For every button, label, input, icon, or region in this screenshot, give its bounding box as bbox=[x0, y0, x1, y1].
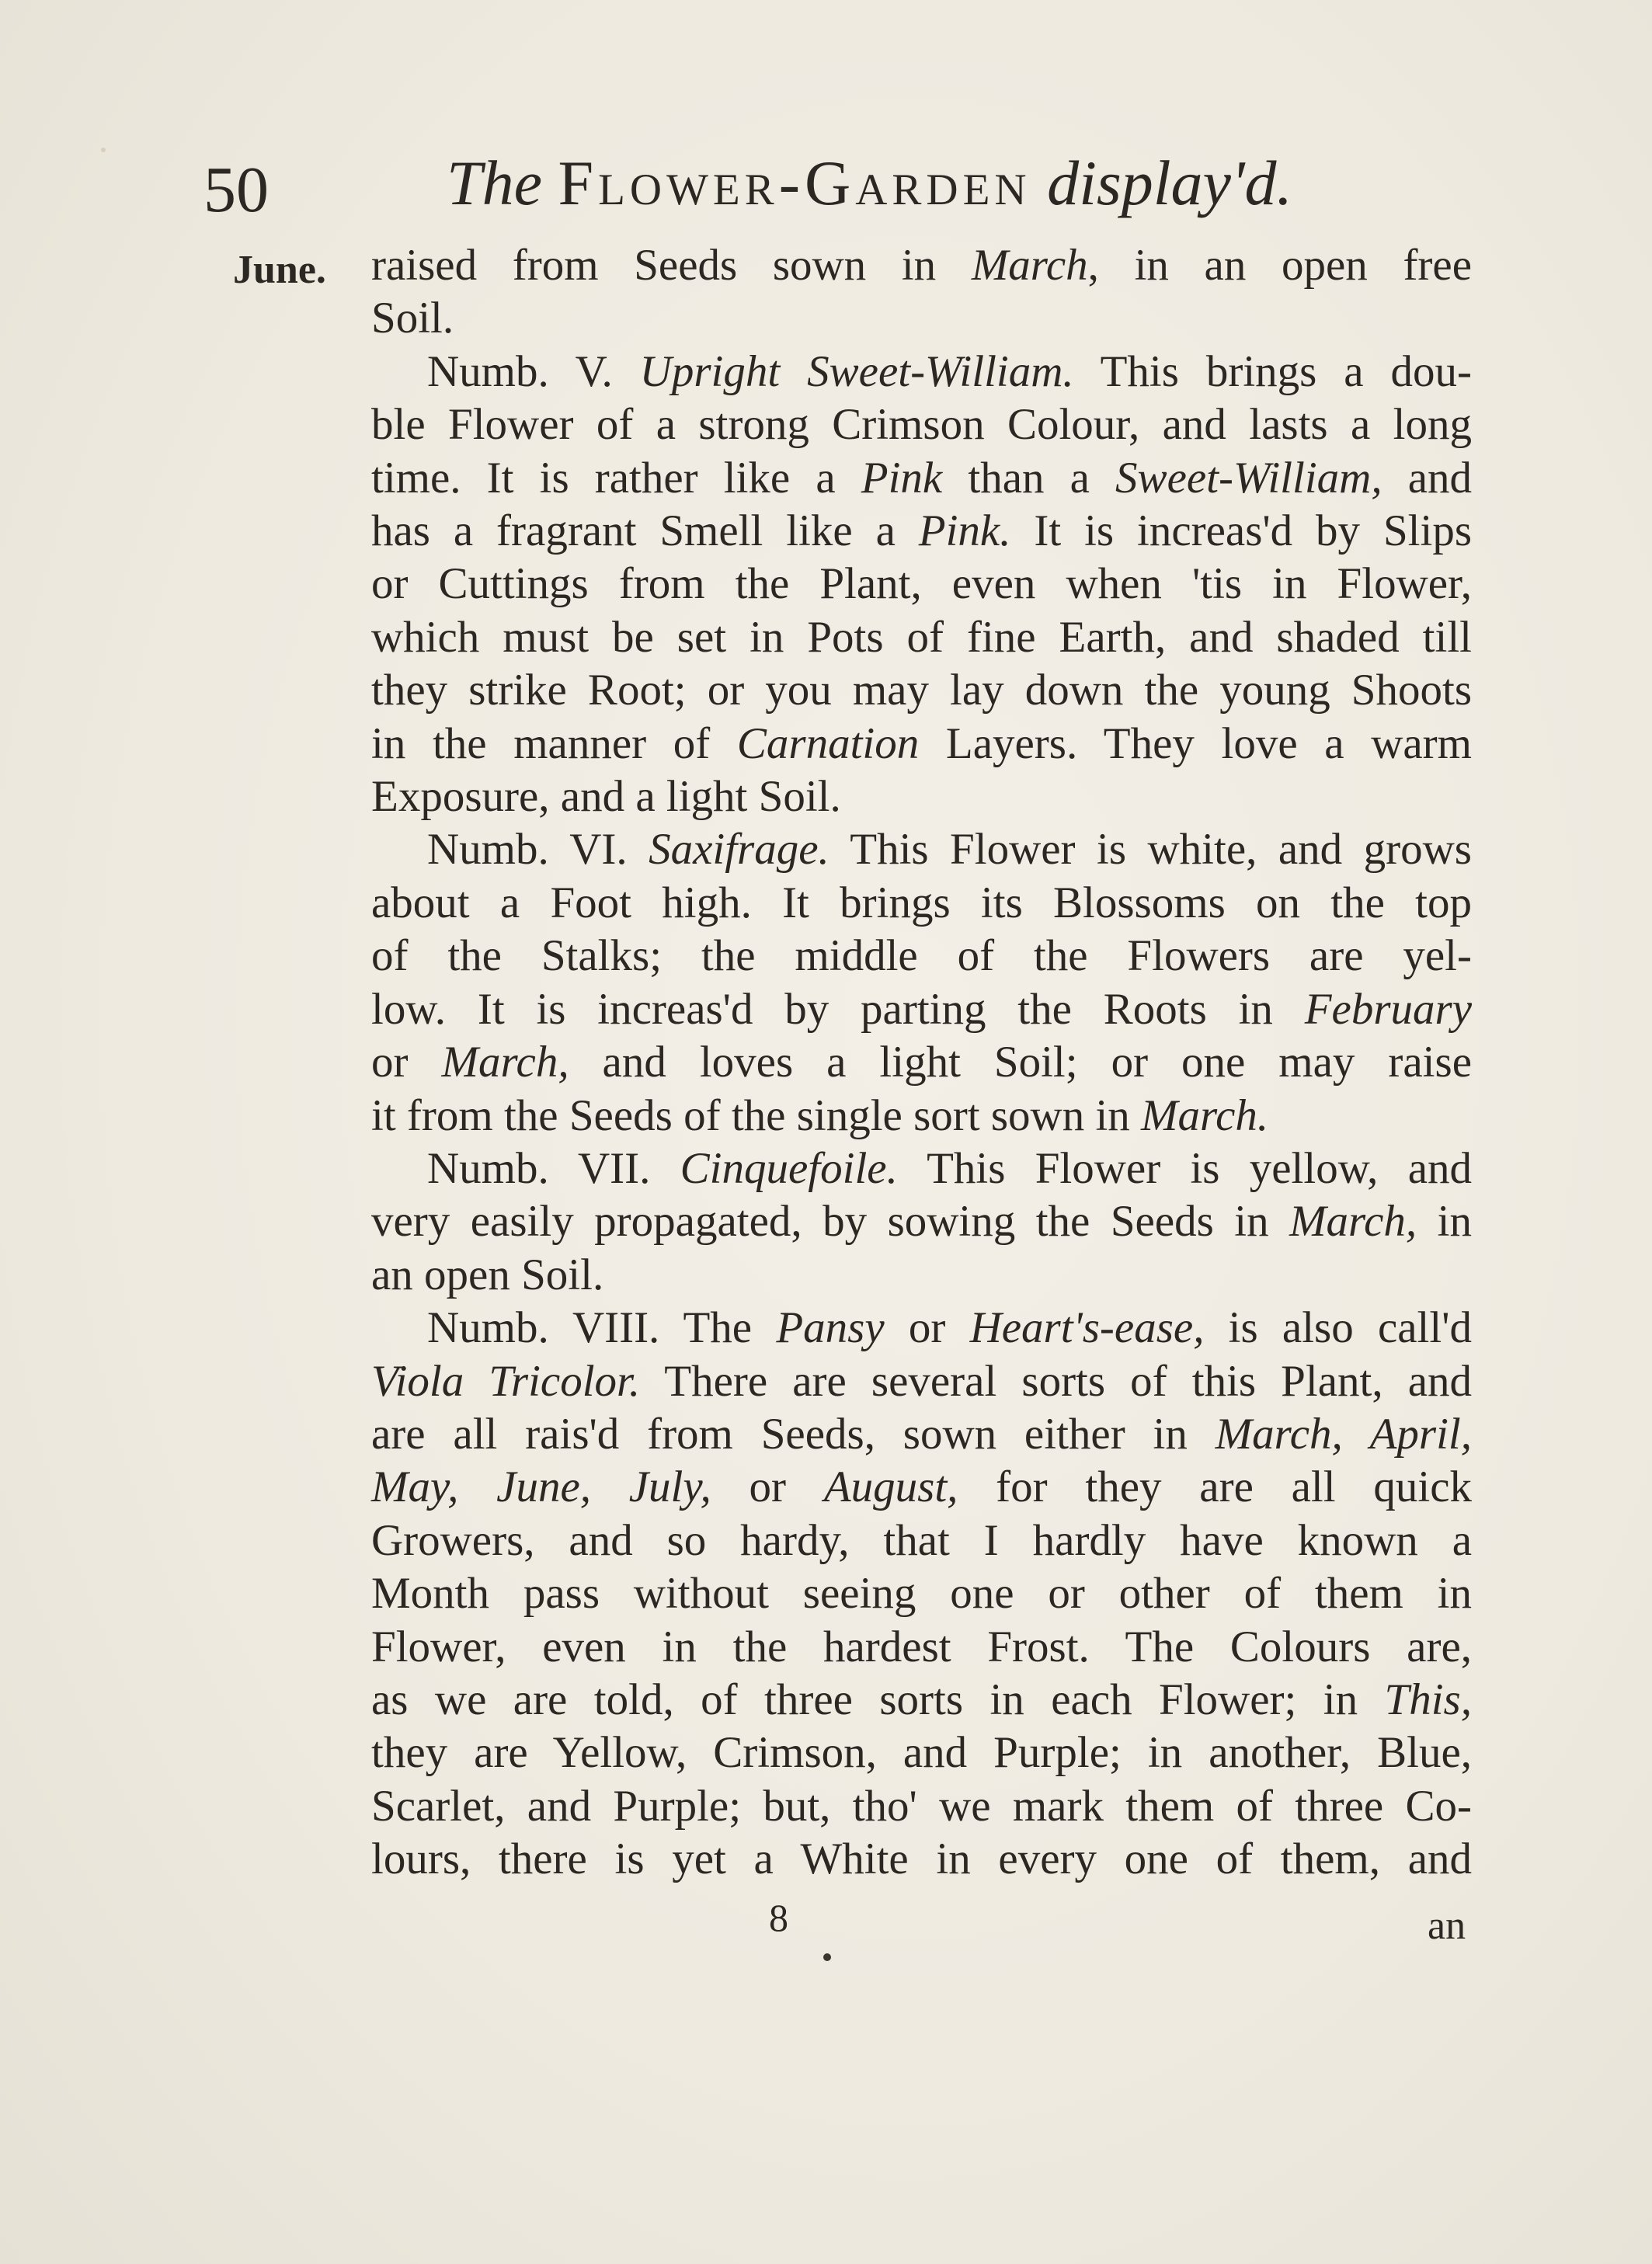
title-main: Flower-Garden bbox=[558, 148, 1031, 218]
text-line bbox=[371, 1833, 1472, 1886]
running-title bbox=[447, 148, 1292, 218]
title-the: The bbox=[447, 148, 542, 218]
text-run: Flower, even in the hardest Frost. The Colours are, bbox=[371, 1622, 1472, 1671]
page-header bbox=[0, 148, 1652, 237]
text-line bbox=[371, 1567, 1472, 1620]
text-line bbox=[371, 1674, 1472, 1727]
text-run: Growers, and so hardy, that I hardly have known a bbox=[371, 1515, 1472, 1565]
italic-term: August, bbox=[823, 1462, 958, 1512]
italic-term: March, bbox=[1289, 1197, 1417, 1247]
text-run: This Flower is white, and grows bbox=[829, 825, 1472, 875]
text-run: about a Foot high. It brings its Blossoms on the top bbox=[371, 878, 1472, 927]
title-end: display'd. bbox=[1047, 148, 1292, 218]
text-line bbox=[371, 239, 1472, 292]
text-line bbox=[371, 1621, 1472, 1674]
text-line bbox=[371, 718, 1472, 770]
text-line bbox=[371, 770, 1472, 823]
text-run: than a bbox=[942, 453, 1116, 503]
text-run: , in an open free bbox=[1087, 241, 1473, 290]
text-run: or bbox=[711, 1462, 824, 1512]
text-run: are all rais'd from Seeds, sown either in bbox=[371, 1409, 1216, 1459]
italic-term: March. bbox=[1141, 1090, 1269, 1140]
text-run: they are Yellow, Crimson, and Purple; in another, Blue, bbox=[371, 1728, 1472, 1778]
text-line bbox=[371, 346, 1472, 398]
text-line bbox=[371, 1461, 1472, 1514]
ink-smudge bbox=[823, 1953, 831, 1961]
body-text bbox=[371, 239, 1472, 1887]
text-run: or bbox=[371, 1038, 442, 1087]
text-run: ble Flower of a strong Crimson Colour, and lasts a long bbox=[371, 400, 1472, 450]
text-run: or bbox=[884, 1303, 970, 1353]
text-line bbox=[371, 1249, 1472, 1302]
page-number: 50 bbox=[203, 154, 269, 226]
text-run: of the Stalks; the middle of the Flowers are yel- bbox=[371, 931, 1472, 981]
italic-term: Cinquefoile. bbox=[680, 1143, 898, 1193]
text-line bbox=[371, 930, 1472, 982]
text-run: low. It is increas'd by parting the Roots in bbox=[371, 984, 1305, 1034]
text-run: raised from Seeds sown in bbox=[371, 241, 972, 290]
italic-term: This, bbox=[1384, 1675, 1472, 1724]
text-run: lours, there is yet a White in every one of them, and bbox=[371, 1835, 1472, 1884]
margin-note-month: June. bbox=[233, 248, 326, 292]
text-line bbox=[371, 1727, 1472, 1779]
italic-term: March, April, bbox=[1215, 1409, 1472, 1459]
text-run: Numb. V. bbox=[427, 346, 640, 396]
text-line bbox=[371, 877, 1472, 930]
text-run: time. It is rather like a bbox=[371, 453, 861, 503]
text-run: it from the Seeds of the single sort sown in bbox=[371, 1090, 1142, 1140]
catchword: an bbox=[1428, 1904, 1466, 1948]
text-run: Numb. VIII. The bbox=[427, 1303, 777, 1353]
italic-term: Sweet-William, bbox=[1115, 453, 1382, 503]
text-line bbox=[371, 1195, 1472, 1248]
text-run: Month pass without seeing one or other of them in bbox=[371, 1569, 1472, 1619]
text-run: which must be set in Pots of fine Earth, and shaded till bbox=[371, 612, 1472, 662]
text-run: Numb. VI. bbox=[427, 825, 649, 875]
text-line bbox=[371, 1515, 1472, 1567]
signature-mark: 8 bbox=[769, 1896, 788, 1939]
text-run: Exposure, and a light Soil. bbox=[371, 772, 841, 822]
text-line bbox=[371, 823, 1472, 876]
text-line bbox=[371, 664, 1472, 717]
text-run: Soil. bbox=[371, 294, 454, 343]
italic-term: Pansy bbox=[776, 1303, 885, 1353]
text-run: There are several sorts of this Plant, and bbox=[640, 1356, 1472, 1406]
text-run: in the manner of bbox=[371, 718, 737, 768]
text-line bbox=[371, 292, 1472, 345]
text-line bbox=[371, 983, 1472, 1036]
italic-term: March bbox=[971, 241, 1088, 290]
text-run: or Cuttings from the Plant, even when 'tis in Flower, bbox=[371, 559, 1472, 609]
text-run: for they are all quick bbox=[958, 1462, 1472, 1512]
text-line bbox=[371, 1090, 1472, 1142]
text-line bbox=[371, 558, 1472, 610]
text-line bbox=[371, 505, 1472, 558]
text-run: This brings a dou- bbox=[1073, 346, 1473, 396]
text-line bbox=[371, 1302, 1472, 1355]
italic-term: Viola Tricolor. bbox=[371, 1356, 641, 1406]
text-line bbox=[371, 1355, 1472, 1408]
text-run: and bbox=[1382, 453, 1472, 503]
text-run: and loves a light Soil; or one may raise bbox=[569, 1038, 1473, 1087]
italic-term: May, June, July, bbox=[371, 1462, 711, 1512]
text-line bbox=[371, 1036, 1472, 1089]
text-run: has a fragrant Smell like a bbox=[371, 506, 919, 556]
text-run: It is increas'd by Slips bbox=[1010, 506, 1472, 556]
text-line bbox=[371, 1142, 1472, 1195]
text-line bbox=[371, 398, 1472, 451]
text-run: Layers. They love a warm bbox=[919, 718, 1472, 768]
text-run: an open Soil. bbox=[371, 1250, 604, 1299]
italic-term: Pink. bbox=[918, 506, 1011, 556]
italic-term: Heart's-ease, bbox=[969, 1303, 1205, 1353]
italic-term: Saxifrage. bbox=[649, 825, 829, 875]
italic-term: Upright Sweet-William. bbox=[639, 346, 1074, 396]
italic-term: Carnation bbox=[736, 718, 920, 768]
text-run: Scarlet, and Purple; but, tho' we mark them of three Co- bbox=[371, 1781, 1472, 1831]
italic-term: March, bbox=[441, 1038, 569, 1087]
text-run: This Flower is yellow, and bbox=[897, 1143, 1472, 1193]
italic-term: February bbox=[1304, 984, 1472, 1034]
text-run: they strike Root; or you may lay down the young Shoots bbox=[371, 666, 1472, 715]
text-run: in bbox=[1417, 1197, 1472, 1247]
text-run: Numb. VII. bbox=[427, 1143, 680, 1193]
text-line bbox=[371, 1780, 1472, 1833]
text-line bbox=[371, 452, 1472, 505]
text-line bbox=[371, 1408, 1472, 1461]
text-run: very easily propagated, by sowing the Seeds in bbox=[371, 1197, 1290, 1247]
text-line bbox=[371, 611, 1472, 664]
text-run: is also call'd bbox=[1204, 1303, 1472, 1353]
italic-term: Pink bbox=[861, 453, 943, 503]
text-run: as we are told, of three sorts in each Flower; in bbox=[371, 1675, 1385, 1724]
